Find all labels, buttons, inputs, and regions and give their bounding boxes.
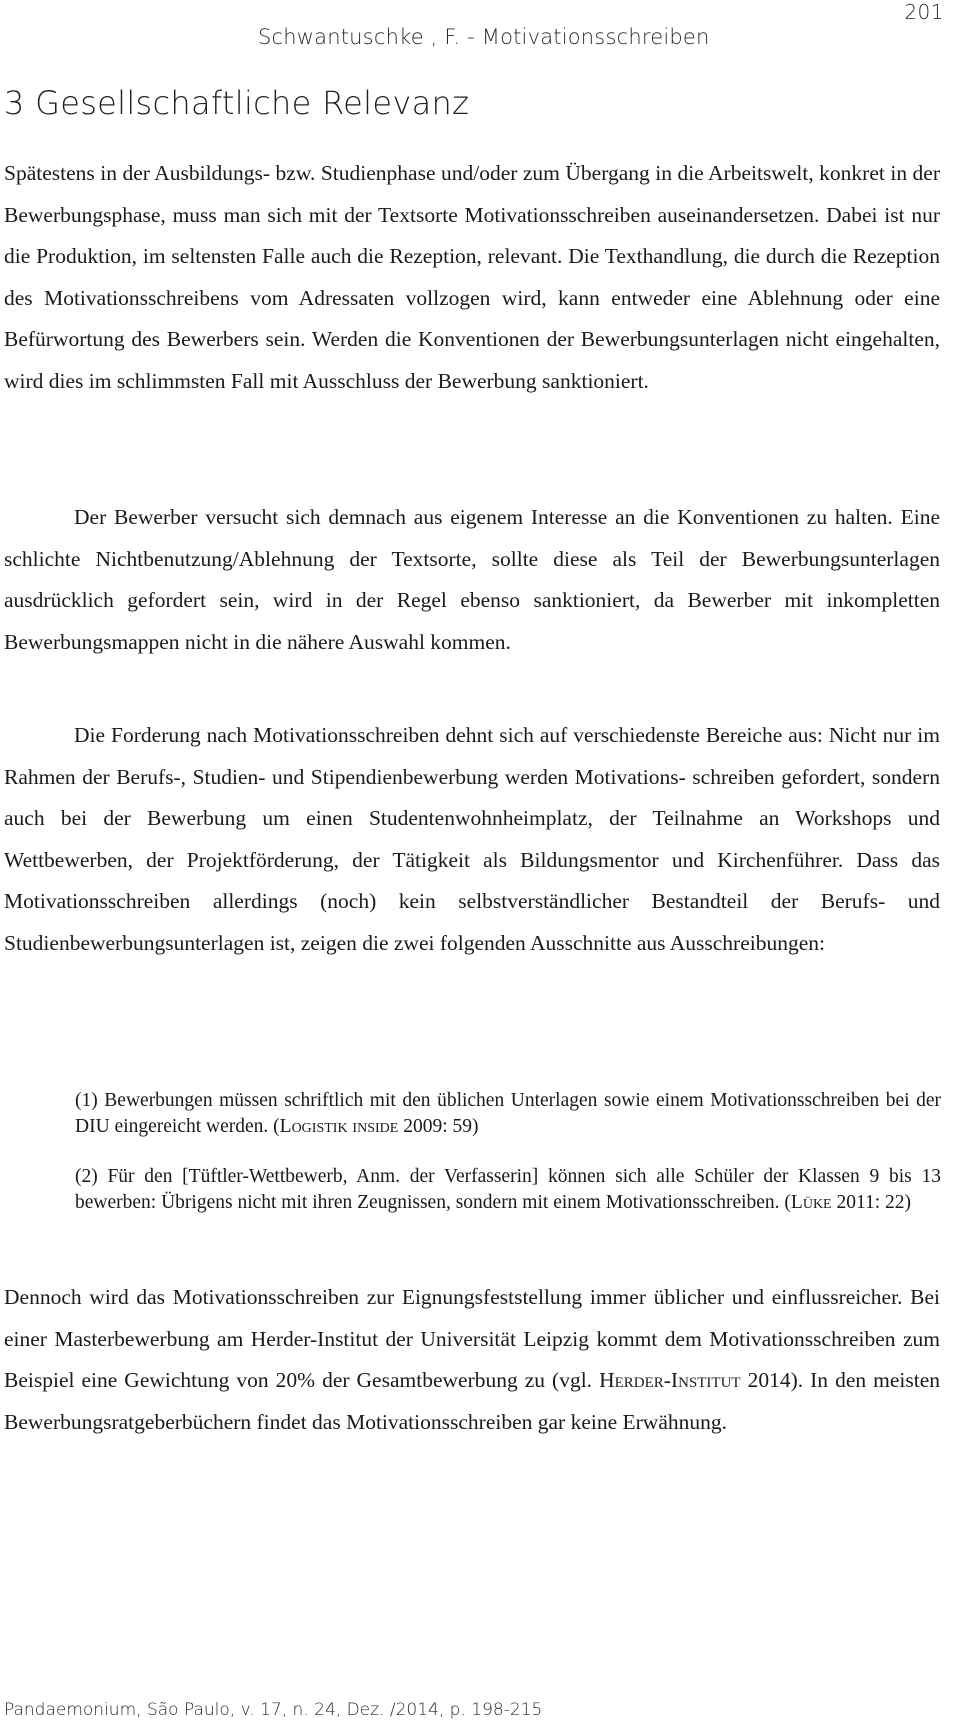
paragraph-4-text-start: Dennoch wird das Motivationsschreiben zur Eignungsfeststellung immer üblicher und einflussreicher. Bei einer Masterbewerbung am Herder-Institut der Universität Leipzig kommt dem Motivationsschreiben zum Beispiel eine Gewichtung von 20% der Gesamtbewerbung zu (vgl. bbox=[4, 1285, 940, 1392]
paragraph-4-citation: Herder-Institut bbox=[599, 1368, 741, 1392]
page-number: 201 bbox=[904, 0, 944, 24]
section-heading: 3 Gesellschaftliche Relevanz bbox=[4, 84, 470, 122]
paragraph-4 bbox=[4, 1277, 940, 1443]
paragraph-1: Spätestens in der Ausbildungs- bzw. Studienphase und/oder zum Übergang in die Arbeitswelt, konkret in der Bewerbungsphase, muss man sich mit der Textsorte Motivationsschreiben auseinandersetzen. Dabei ist nur die Produktion, im seltensten Falle auch die Rezeption, relevant. Die Texthandlung, die durch die Rezeption des Motivationsschreibens vom Adressaten vollzogen wird, kann entweder eine Ablehnung oder eine Befürwortung des Bewerbers sein. Werden die Konventionen der Bewerbungsunterlagen nicht eingehalten, wird dies im schlimmsten Fall mit Ausschluss der Bewerbung sanktioniert. bbox=[4, 161, 940, 393]
block-quote-2 bbox=[75, 1164, 941, 1216]
running-header: Schwantuschke , F. - Motivationsschreiben bbox=[258, 25, 710, 49]
block-quote-1 bbox=[75, 1088, 941, 1140]
footer-citation: Pandaemonium, São Paulo, v. 17, n. 24, Dez. /2014, p. 198-215 bbox=[4, 1700, 543, 1720]
paragraph-2: Der Bewerber versucht sich demnach aus eigenem Interesse an die Konventionen zu halten. Eine schlichte Nichtbenutzung/Ablehnung der Textsorte, sollte diese als Teil der Bewerbungsunterlagen ausdrücklich gefordert sein, wird in der Regel ebenso sanktioniert, da Bewerber mit inkompletten Bewerbungsmappen nicht in die nähere Auswahl kommen. bbox=[4, 505, 940, 654]
quote-1-citation-year: 2009: 59) bbox=[398, 1116, 479, 1137]
quote-2-citation: Lüke bbox=[790, 1192, 832, 1213]
paragraph-3: Die Forderung nach Motivationsschreiben dehnt sich auf verschiedenste Bereiche aus: Nicht nur im Rahmen der Berufs-, Studien- und Stipendienbewerbung werden Motivations- schreiben gefordert, sondern auch bei der Bewerbung um einen Studentenwohnheimplatz, der Teilnahme an Workshops und Wettbewerben, der Projektförderung, der Tätigkeit als Bildungsmentor und Kirchenführer. Dass das Motivationsschreiben allerdings (noch) kein selbstverständlicher Bestandteil der Berufs- und Studienbewerbungsunterlagen ist, zeigen die zwei folgenden Ausschnitte aus Ausschreibungen: bbox=[4, 723, 940, 955]
quote-2-text: (2) Für den [Tüftler-Wettbewerb, Anm. der Verfasserin] können sich alle Schüler der Klassen 9 bis 13 bewerben: Übrigens nicht mit ihren Zeugnissen, sondern mit einem Motivationsschreiben. ( bbox=[75, 1166, 941, 1213]
paragraph-4-text-end: 2014). In den meisten Bewerbungsratgeberbüchern findet das Motivationsschreiben gar keine Erwähnung. bbox=[4, 1368, 940, 1434]
quote-1-text: (1) Bewerbungen müssen schriftlich mit den üblichen Unterlagen sowie einem Motivationsschreiben bei der DIU eingereicht werden. ( bbox=[75, 1090, 941, 1137]
quote-1-citation: Logistik inside bbox=[279, 1116, 399, 1137]
quote-2-citation-year: 2011: 22) bbox=[831, 1192, 912, 1213]
